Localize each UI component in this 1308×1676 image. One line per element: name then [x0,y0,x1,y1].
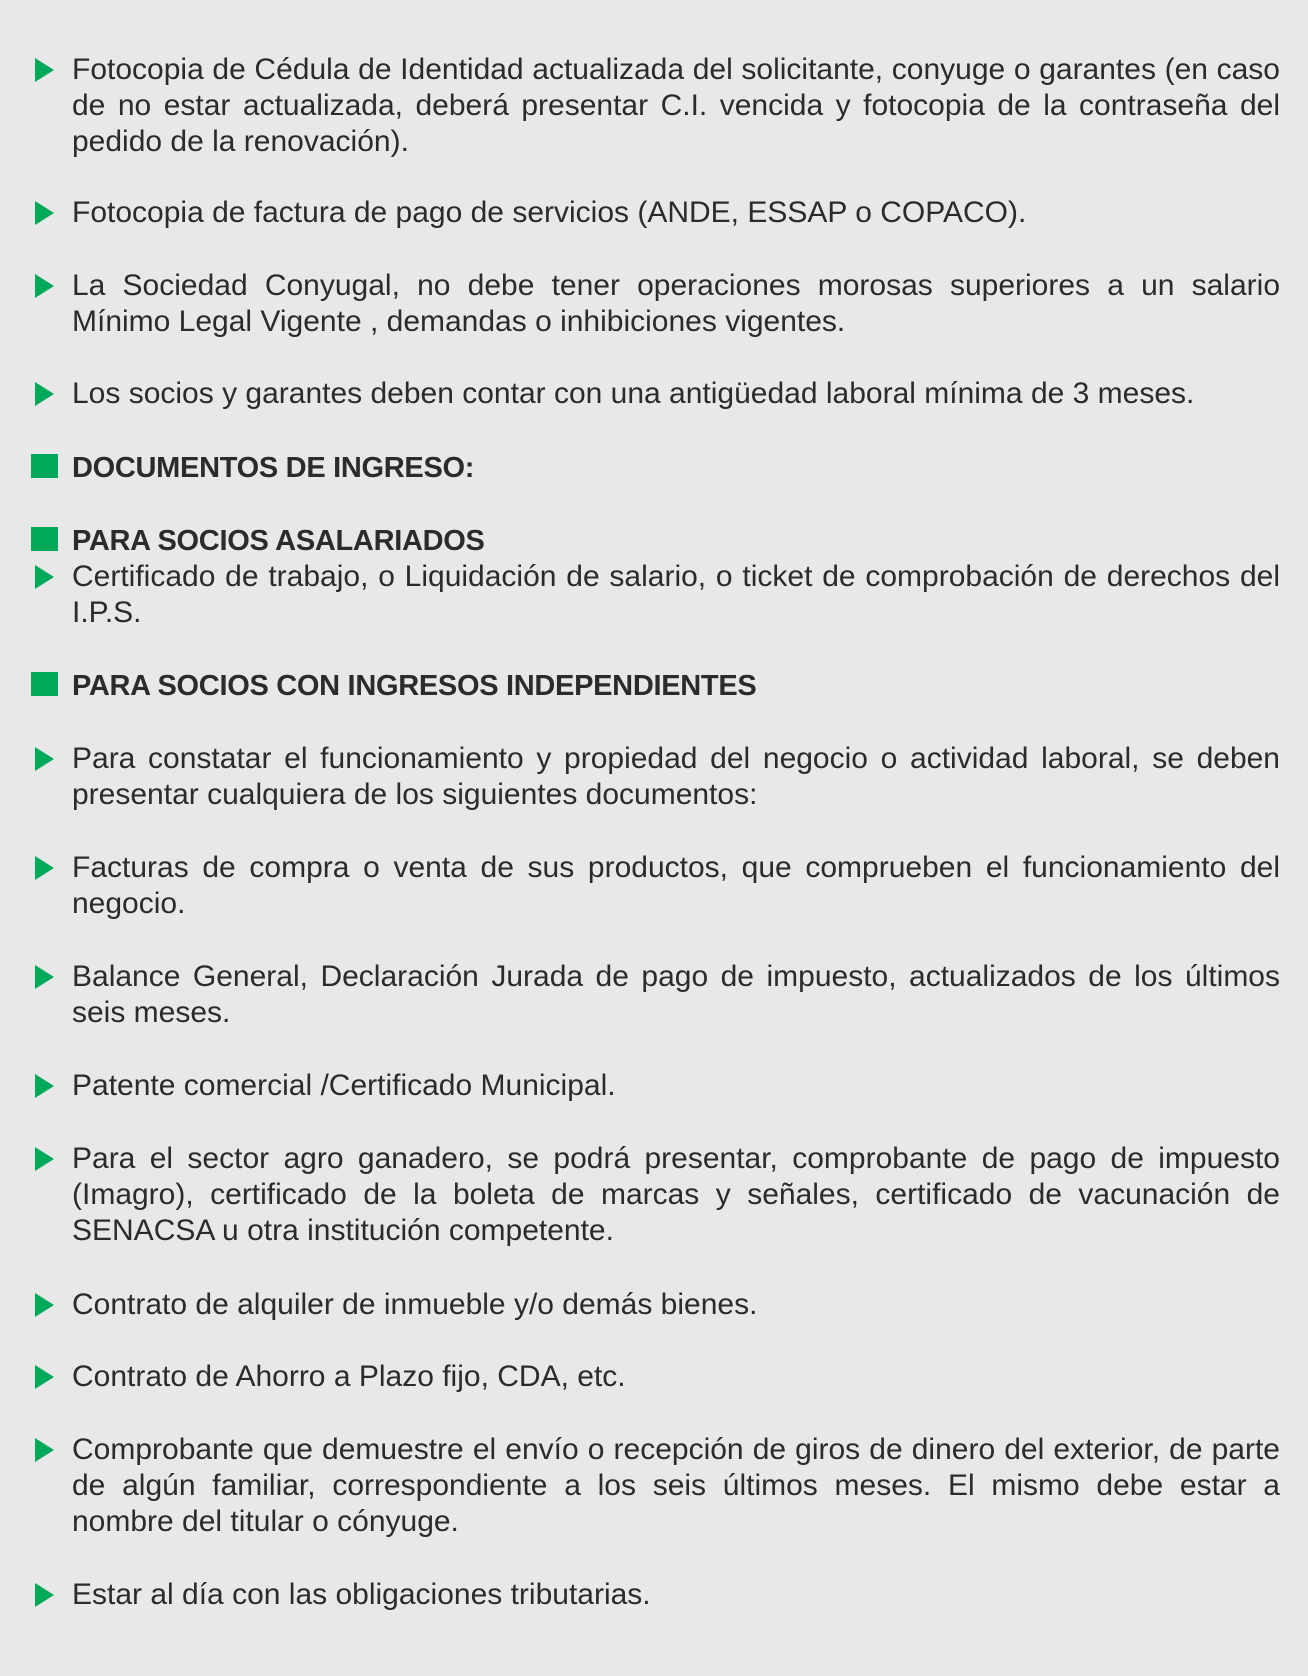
list-item-text: Contrato de Ahorro a Plazo fijo, CDA, etc. [72,1360,626,1393]
list-item-text: Facturas de compra o venta de sus productos, que comprueben el funcionamiento del negocio. [72,851,1280,920]
section-heading-text: PARA SOCIOS ASALARIADOS [72,525,485,557]
list-item-text: Certificado de trabajo, o Liquidación de salario, o ticket de comprobación de derechos del I.P.S. [72,560,1280,629]
section-heading-text: DOCUMENTOS DE INGRESO: [72,452,475,484]
triangle-bullet-icon [35,201,54,225]
triangle-bullet-icon [35,1074,54,1098]
triangle-bullet-icon [35,856,54,880]
list-item [72,741,1280,813]
list-item-text: Fotocopia de Cédula de Identidad actualizada del solicitante, conyuge o garantes (en caso de no estar actualizada, deberá presentar C.I. vencida y fotocopia de la contraseña del pedido de la renovación). [72,53,1280,158]
triangle-bullet-icon [35,274,54,298]
square-bullet-icon [31,454,58,478]
list-item-text: Para constatar el funcionamiento y propiedad del negocio o actividad laboral, se deben presentar cualquiera de los siguientes documentos: [72,742,1280,811]
section-heading-text: PARA SOCIOS CON INGRESOS INDEPENDIENTES [72,670,757,702]
list-item [72,268,1280,340]
list-item [72,1432,1280,1540]
list-item [72,1068,1280,1104]
section-heading [72,523,1280,559]
list-item-text: Fotocopia de factura de pago de servicios (ANDE, ESSAP o COPACO). [72,196,1027,229]
section-heading [72,450,1280,486]
list-item-text: Patente comercial /Certificado Municipal. [72,1069,616,1102]
list-item [72,1577,1280,1613]
triangle-bullet-icon [35,747,54,771]
triangle-bullet-icon [35,1365,54,1389]
triangle-bullet-icon [35,382,54,406]
list-item [72,52,1280,160]
list-item-text: Los socios y garantes deben contar con una antigüedad laboral mínima de 3 meses. [72,377,1195,410]
section-heading [72,668,1280,704]
triangle-bullet-icon [35,1147,54,1171]
triangle-bullet-icon [35,58,54,82]
square-bullet-icon [31,672,58,696]
triangle-bullet-icon [35,1583,54,1607]
list-item [72,1287,1280,1323]
list-item-text: Comprobante que demuestre el envío o recepción de giros de dinero del exterior, de parte de algún familiar, correspondiente a los seis últimos meses. El mismo debe estar a nombre del titular o cónyuge. [72,1433,1280,1538]
list-item-text: Contrato de alquiler de inmueble y/o demás bienes. [72,1288,758,1321]
triangle-bullet-icon [35,565,54,589]
list-item-text: Balance General, Declaración Jurada de pago de impuesto, actualizados de los últimos seis meses. [72,960,1280,1029]
list-item [72,1141,1280,1249]
triangle-bullet-icon [35,965,54,989]
list-item-text: Estar al día con las obligaciones tributarias. [72,1578,651,1611]
list-item [72,559,1280,631]
triangle-bullet-icon [35,1438,54,1462]
list-item-text: La Sociedad Conyugal, no debe tener operaciones morosas superiores a un salario Mínimo Legal Vigente , demandas o inhibiciones vigentes. [72,269,1280,338]
list-item [72,195,1280,231]
square-bullet-icon [31,527,58,551]
list-item-text: Para el sector agro ganadero, se podrá presentar, comprobante de pago de impuesto (Imagro), certificado de la boleta de marcas y señales, certificado de vacunación de SENACSA u otra institución competente. [72,1142,1280,1247]
list-item [72,1359,1280,1395]
list-item [72,959,1280,1031]
list-item [72,850,1280,922]
list-item [72,376,1280,412]
triangle-bullet-icon [35,1293,54,1317]
